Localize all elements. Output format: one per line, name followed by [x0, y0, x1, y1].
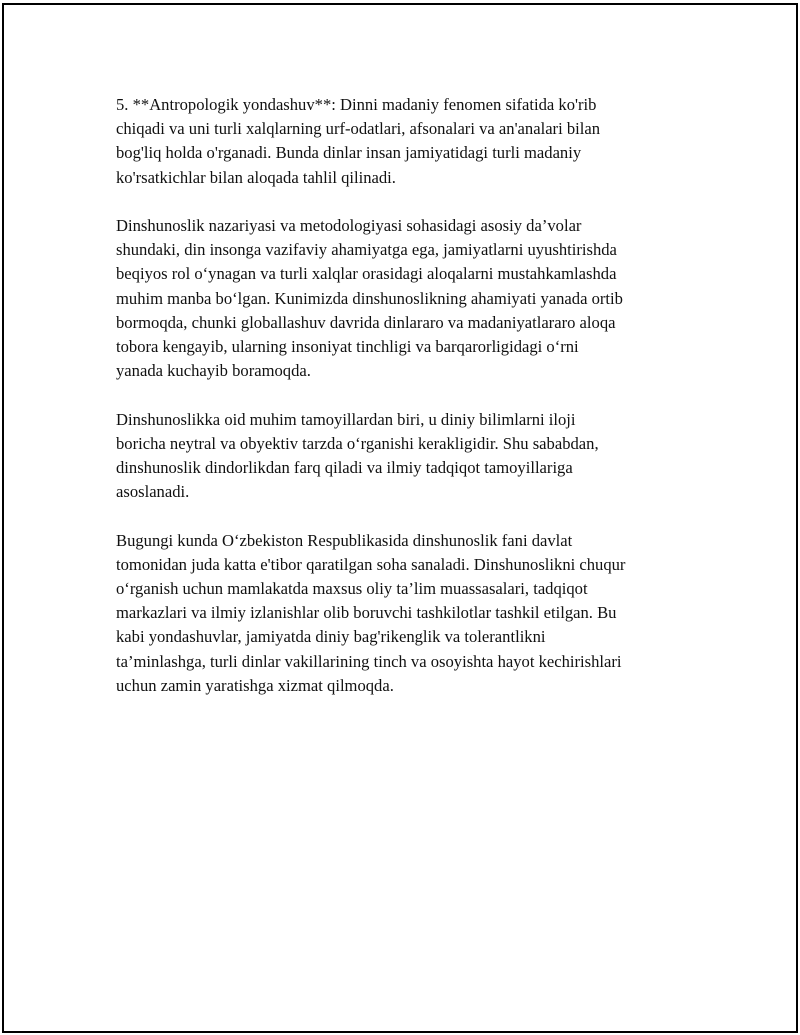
paragraph-uzbekistan-religious-studies: Bugungi kunda O‘zbekiston Respublikasida dinshunoslik fani davlat tomonidan juda katta e'tibor qaratilgan soha sanaladi. Dinshunoslikni chuqur o‘rganish uchun mamlakatda maxsus oliy ta’lim muassasalari, tadqiqot markazlari va ilmiy izlanishlar olib boruvchi tashkilotlar tashkil etilgan. Bu kabi yondashuvlar, jamiyatda diniy bag'rikenglik va tolerantlikni ta’minlashga, turli dinlar vakillarining tinch va osoyishta hayot kechirishlari uchun zamin yaratishga xizmat qilmoqda. [116, 530, 626, 695]
document-body [116, 93, 688, 722]
paragraph-anthropological-approach: 5. **Antropologik yondashuv**: Dinni madaniy fenomen sifatida ko'rib chiqadi va uni turli xalqlarning urf-odatlari, afsonalari va an'analari bilan bog'liq holda o'rganadi. Bunda dinlar insan jamiyatidagi turli madaniy ko'rsatkichlar bilan aloqada tahlil qilinadi. [116, 95, 601, 187]
paragraph-neutrality-principle: Dinshunoslikka oid muhim tamoyillardan biri, u diniy bilimlarni iloji boricha neytral va obyektiv tarzda o‘rganishi kerakligidir. Shu sababdan, dinshunoslik dindorlikdan farq qiladi va ilmiy tadqiqot tamoyillariga asoslanadi. [116, 409, 599, 502]
paragraph-theory-methodology: Dinshunoslik nazariyasi va metodologiyasi sohasidagi asosiy da’volar shundaki, din insonga vazifaviy ahamiyatga ega, jamiyatlarni uyushtirishda beqiyos rol o‘ynagan va turli xalqlar orasidagi aloqalarni mustahkamlashda muhim manba bo‘lgan. Kunimizda dinshunoslikning ahamiyati yanada ortib bormoqda, chunki globallashuv davrida dinlararo va madaniyatlararo aloqa tobora kengayib, ularning insoniyat tinchligi va barqarorligidagi o‘rni yanada kuchayib boramoqda. [116, 216, 623, 381]
